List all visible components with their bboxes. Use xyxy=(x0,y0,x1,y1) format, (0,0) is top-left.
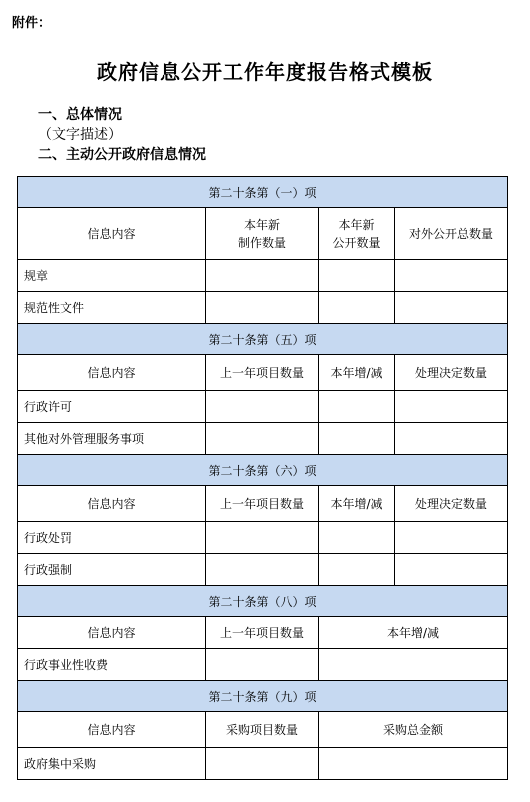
data-cell[interactable] xyxy=(319,649,508,681)
section-title: 第二十条第（六）项 xyxy=(18,455,508,486)
table-row xyxy=(18,292,508,324)
data-cell[interactable] xyxy=(206,748,319,780)
row-label: 其他对外管理服务事项 xyxy=(18,423,206,455)
col-decisions: 处理决定数量 xyxy=(395,486,508,522)
col-prev: 上一年项目数量 xyxy=(206,617,319,649)
section-header-art5 xyxy=(18,324,508,355)
data-cell[interactable] xyxy=(319,554,395,586)
column-header-row xyxy=(18,617,508,649)
col-new-made-line2: 制作数量 xyxy=(237,235,286,250)
section1-description: （文字描述） xyxy=(38,127,122,143)
document-title: 政府信息公开工作年度报告格式模板 xyxy=(97,60,433,84)
col-info: 信息内容 xyxy=(18,208,206,260)
col-amount: 采购总金额 xyxy=(319,712,508,748)
section-title: 第二十条第（一）项 xyxy=(18,177,508,208)
col-decisions: 处理决定数量 xyxy=(395,355,508,391)
col-new-public-line2: 公开数量 xyxy=(332,235,381,250)
section-header-art9 xyxy=(18,681,508,712)
data-cell[interactable] xyxy=(206,423,319,455)
section-header-art6 xyxy=(18,455,508,486)
data-cell[interactable] xyxy=(395,260,508,292)
col-change: 本年增/减 xyxy=(319,486,395,522)
data-cell[interactable] xyxy=(206,391,319,423)
col-change: 本年增/减 xyxy=(319,355,395,391)
data-cell[interactable] xyxy=(206,649,319,681)
table-row xyxy=(18,554,508,586)
section-header-art1 xyxy=(18,177,508,208)
data-cell[interactable] xyxy=(395,292,508,324)
table-row xyxy=(18,391,508,423)
section2-heading: 二、主动公开政府信息情况 xyxy=(38,147,206,163)
col-prev: 上一年项目数量 xyxy=(206,355,319,391)
col-change: 本年增/减 xyxy=(319,617,508,649)
data-cell[interactable] xyxy=(319,292,395,324)
col-prev: 上一年项目数量 xyxy=(206,486,319,522)
data-cell[interactable] xyxy=(395,423,508,455)
section-header-art8 xyxy=(18,586,508,617)
row-label: 行政事业性收费 xyxy=(18,649,206,681)
disclosure-table xyxy=(17,176,508,780)
col-new-made-line1: 本年新 xyxy=(243,217,280,232)
data-cell[interactable] xyxy=(395,554,508,586)
data-cell[interactable] xyxy=(206,554,319,586)
data-cell[interactable] xyxy=(206,292,319,324)
col-info: 信息内容 xyxy=(18,712,206,748)
row-label: 规章 xyxy=(18,260,206,292)
column-header-row xyxy=(18,712,508,748)
col-new-public-line1: 本年新 xyxy=(338,217,375,232)
data-cell[interactable] xyxy=(319,522,395,554)
table-row xyxy=(18,260,508,292)
table-row xyxy=(18,522,508,554)
col-info: 信息内容 xyxy=(18,617,206,649)
row-label: 行政处罚 xyxy=(18,522,206,554)
data-cell[interactable] xyxy=(395,522,508,554)
table-row xyxy=(18,748,508,780)
table-row xyxy=(18,423,508,455)
section-title: 第二十条第（九）项 xyxy=(18,681,508,712)
row-label: 规范性文件 xyxy=(18,292,206,324)
row-label: 行政许可 xyxy=(18,391,206,423)
row-label: 行政强制 xyxy=(18,554,206,586)
data-cell[interactable] xyxy=(206,522,319,554)
row-label: 政府集中采购 xyxy=(18,748,206,780)
data-cell[interactable] xyxy=(206,260,319,292)
data-cell[interactable] xyxy=(319,748,508,780)
section-title: 第二十条第（八）项 xyxy=(18,586,508,617)
col-total: 对外公开总数量 xyxy=(395,208,508,260)
col-count: 采购项目数量 xyxy=(206,712,319,748)
column-header-row xyxy=(18,486,508,522)
section-title: 第二十条第（五）项 xyxy=(18,324,508,355)
table-row xyxy=(18,649,508,681)
column-header-row xyxy=(18,355,508,391)
col-new-made xyxy=(206,208,319,260)
attachment-label: 附件： xyxy=(12,16,52,31)
data-cell[interactable] xyxy=(319,391,395,423)
col-info: 信息内容 xyxy=(18,355,206,391)
section1-heading: 一、总体情况 xyxy=(38,107,122,123)
data-cell[interactable] xyxy=(395,391,508,423)
data-cell[interactable] xyxy=(319,260,395,292)
col-info: 信息内容 xyxy=(18,486,206,522)
col-new-public xyxy=(319,208,395,260)
column-header-row xyxy=(18,208,508,260)
data-cell[interactable] xyxy=(319,423,395,455)
